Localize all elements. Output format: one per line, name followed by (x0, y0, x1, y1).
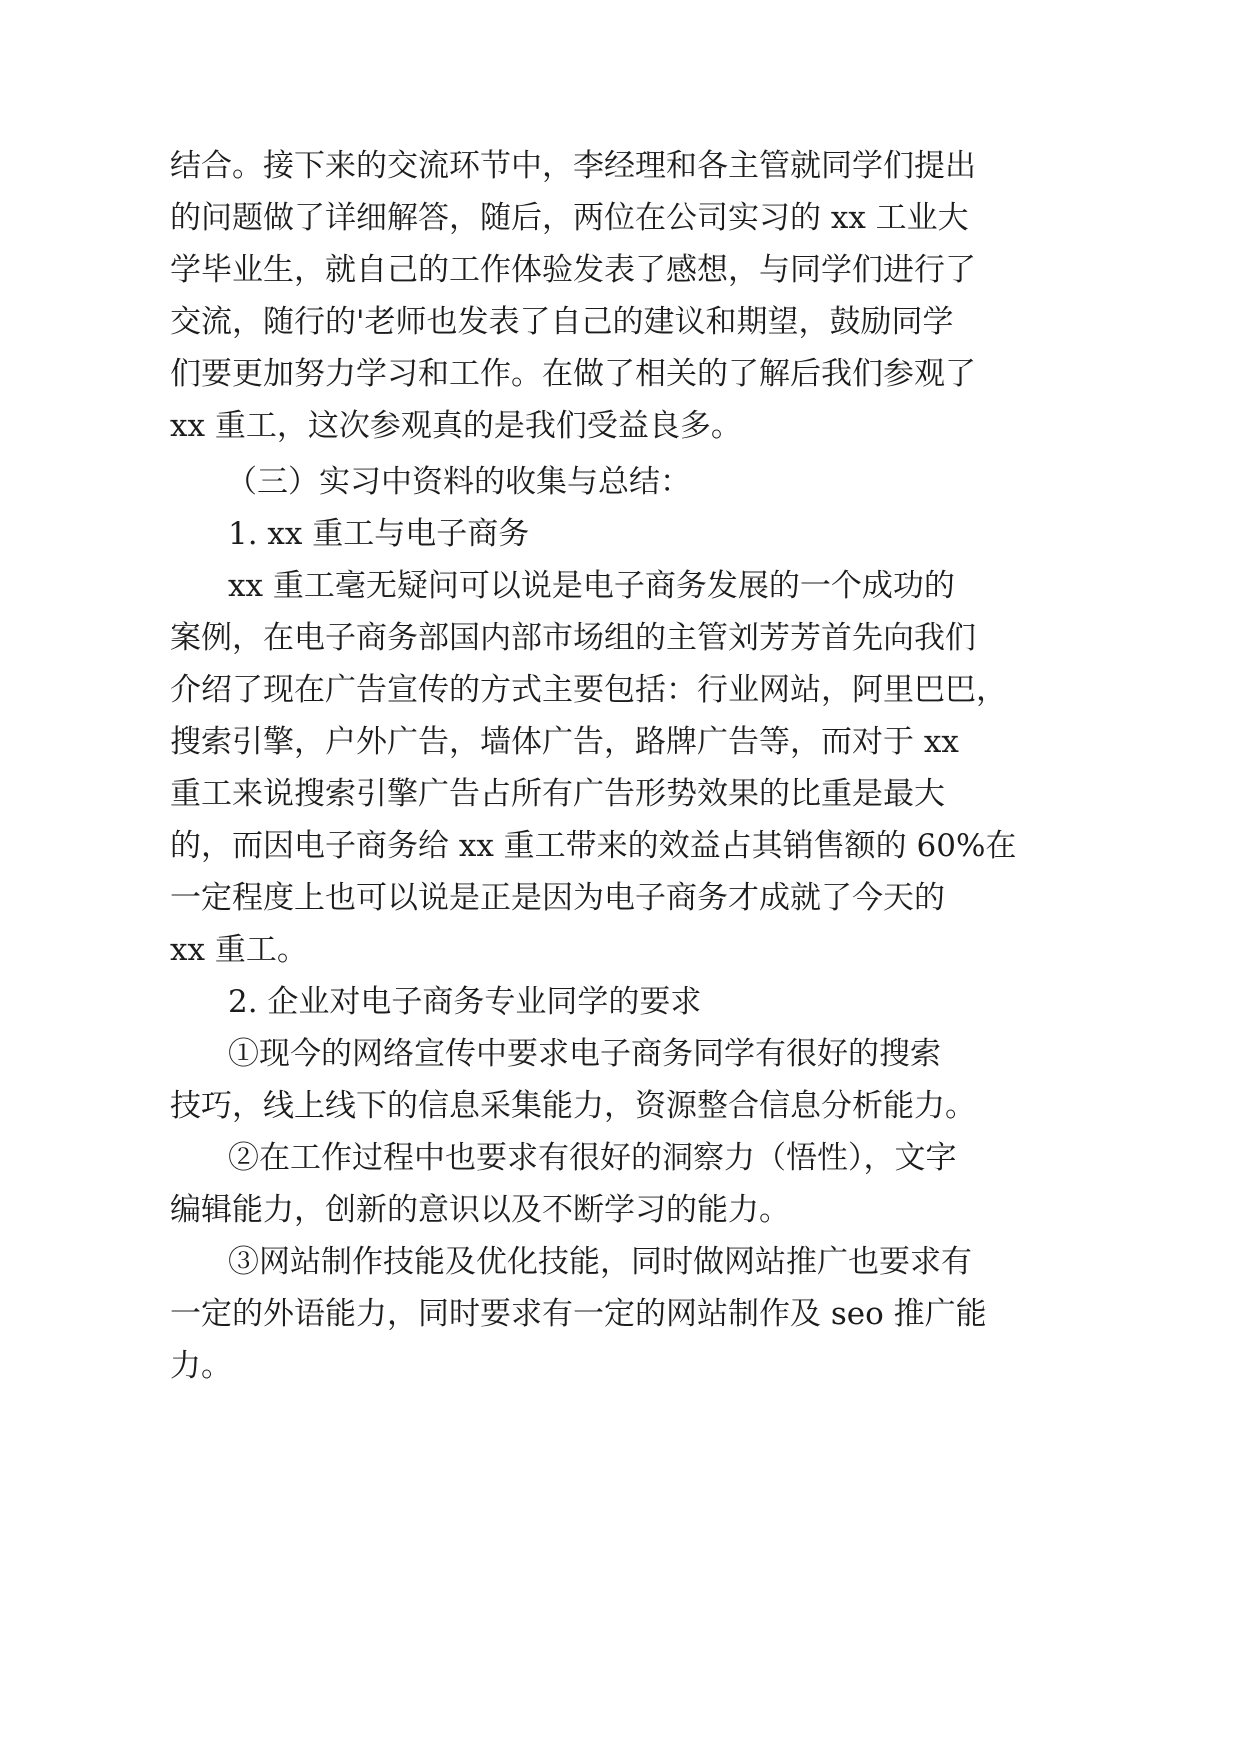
text-line-content: 技巧，线上线下的信息采集能力，资源整合信息分析能力。 (170, 1088, 976, 1124)
text-line (0, 349, 1241, 399)
text-line-content: 们要更加努力学习和工作。在做了相关的了解后我们参观了 (170, 356, 976, 392)
text-line-content: 学毕业生，就自己的工作体验发表了感想，与同学们进行了 (170, 252, 976, 288)
text-line (0, 561, 1241, 611)
text-line (0, 665, 1241, 715)
text-line (0, 1133, 1241, 1183)
text-line-content: 一定程度上也可以说是正是因为电子商务才成就了今天的 (170, 880, 945, 916)
text-line-content: 结合。接下来的交流环节中，李经理和各主管就同学们提出 (170, 148, 976, 184)
section-heading-text: （三）实习中资料的收集与总结： (226, 464, 691, 500)
text-line-content: 重工来说搜索引擎广告占所有广告形势效果的比重是最大 (170, 776, 945, 812)
text-line-content: 一定的外语能力，同时要求有一定的网站制作及 seo 推广能 (170, 1296, 987, 1332)
text-line (0, 193, 1241, 243)
text-line-content: 介绍了现在广告宣传的方式主要包括：行业网站，阿里巴巴， (170, 672, 1007, 708)
text-line-content: 的问题做了详细解答，随后，两位在公司实习的 xx 工业大 (170, 200, 969, 236)
text-line-content: 编辑能力，创新的意识以及不断学习的能力。 (170, 1192, 790, 1228)
text-line (0, 717, 1241, 767)
text-line (0, 1081, 1241, 1131)
text-line (0, 141, 1241, 191)
text-line-content: 案例，在电子商务部国内部市场组的主管刘芳芳首先向我们 (170, 620, 976, 656)
text-line-content: 交流，随行的'老师也发表了自己的建议和期望，鼓励同学 (170, 304, 954, 340)
subsection-heading (0, 509, 1241, 559)
text-line-content: ③网站制作技能及优化技能，同时做网站推广也要求有 (228, 1244, 972, 1280)
text-line (0, 401, 1241, 451)
text-line-content: xx 重工，这次参观真的是我们受益良多。 (170, 408, 742, 444)
text-line (0, 821, 1241, 871)
text-line (0, 1289, 1241, 1339)
section-heading (0, 457, 1241, 507)
text-line-content: ①现今的网络宣传中要求电子商务同学有很好的搜索 (228, 1036, 941, 1072)
text-line (0, 1185, 1241, 1235)
text-line (0, 873, 1241, 923)
text-line (0, 245, 1241, 295)
text-line (0, 1341, 1241, 1391)
text-line-content: xx 重工毫无疑问可以说是电子商务发展的一个成功的 (228, 568, 955, 604)
subsection-heading-text: 1. xx 重工与电子商务 (228, 516, 530, 552)
text-line (0, 1237, 1241, 1287)
text-line-content: 力。 (170, 1348, 232, 1384)
text-line (0, 925, 1241, 975)
text-line-content: 搜索引擎，户外广告，墙体广告，路牌广告等，而对于 xx (170, 724, 959, 760)
text-line-content: 的，而因电子商务给 xx 重工带来的效益占其销售额的 60%在 (170, 828, 1017, 864)
text-line (0, 1029, 1241, 1079)
text-line (0, 613, 1241, 663)
subsection-heading-text: 2. 企业对电子商务专业同学的要求 (228, 984, 702, 1020)
text-line-content: ②在工作过程中也要求有很好的洞察力（悟性），文字 (228, 1140, 957, 1176)
text-line (0, 297, 1241, 347)
text-line-content: xx 重工。 (170, 932, 308, 968)
subsection-heading (0, 977, 1241, 1027)
text-line (0, 769, 1241, 819)
